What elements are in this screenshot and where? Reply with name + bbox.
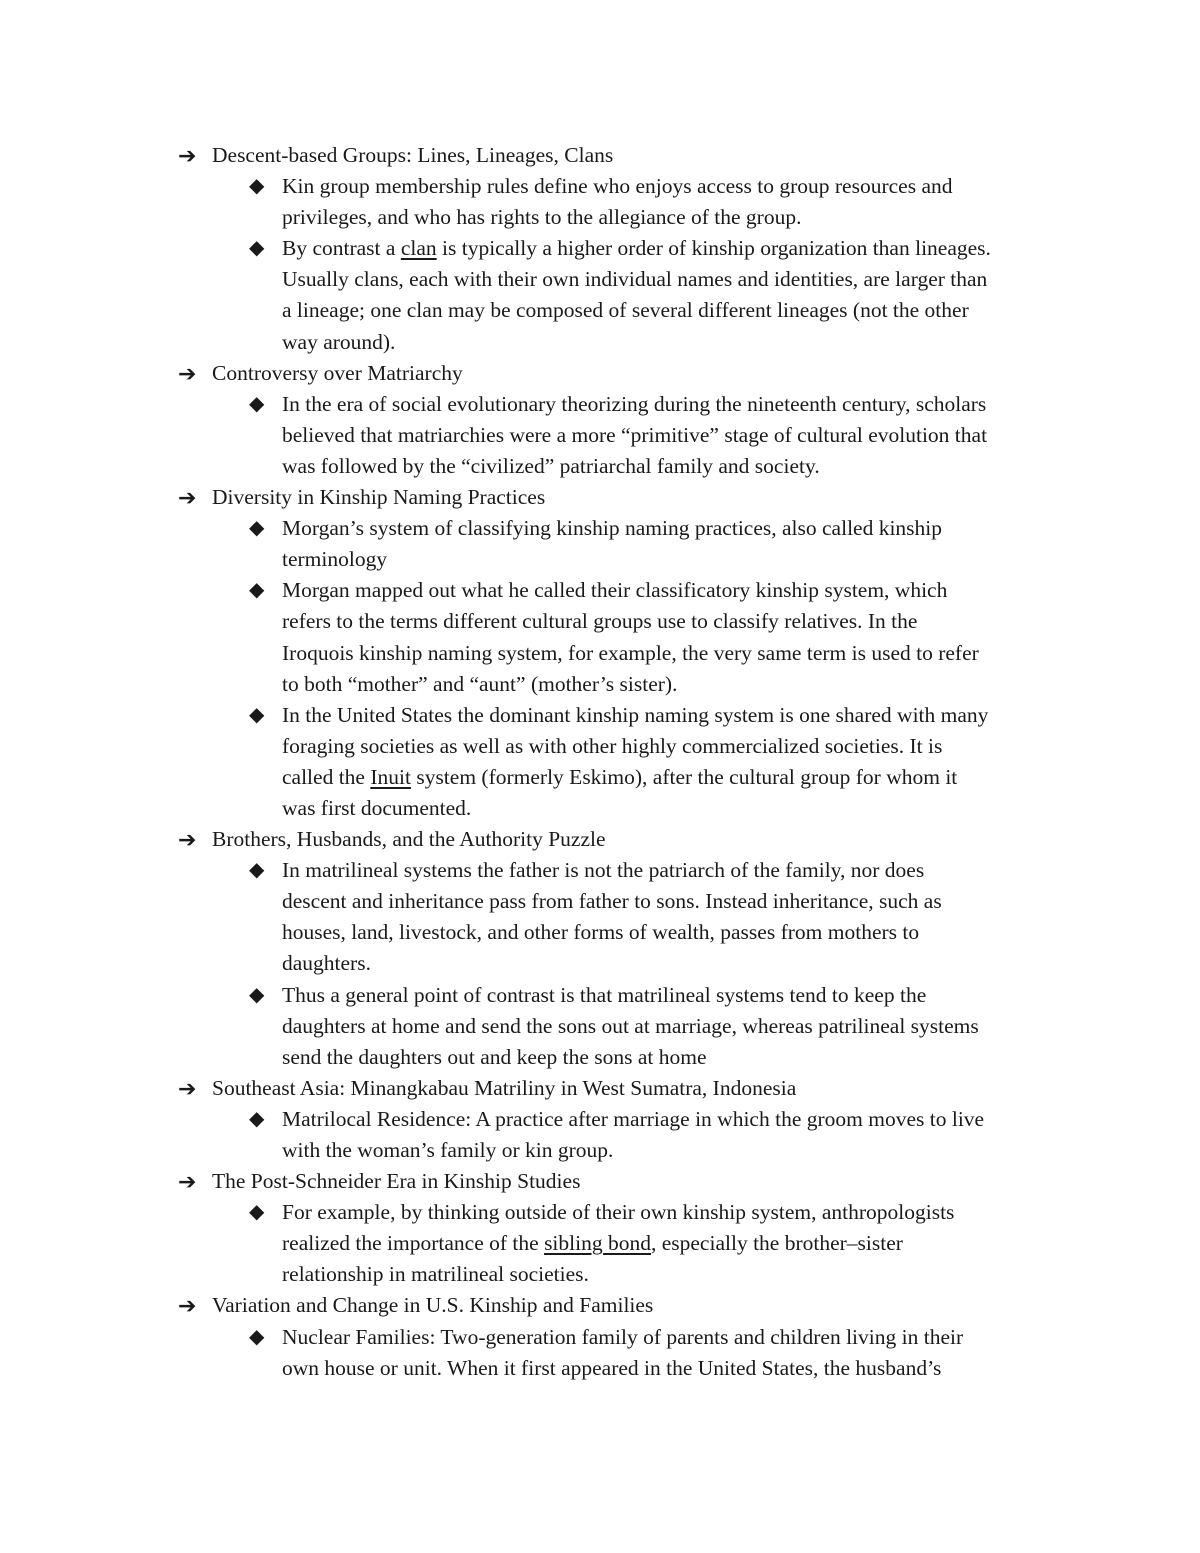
line-text — [282, 793, 471, 824]
diamond-bullet-icon: ◆ — [249, 1201, 265, 1224]
text-run: realized the importance of the — [282, 1231, 545, 1256]
text-run: called the — [282, 764, 371, 789]
text-run: Matrilocal Residence: A practice after marriage in which the groom moves to live — [282, 1106, 985, 1131]
line-text — [282, 420, 987, 451]
line-text — [282, 948, 371, 979]
text-run: Nuclear Families: Two-generation family of parents and children living in their — [282, 1324, 964, 1349]
text-run: is typically a higher order of kinship organization than lineages. — [436, 236, 991, 261]
text-run: Iroquois kinship naming system, for example, the very same term is used to refer — [282, 640, 979, 665]
text-run: , especially the brother–sister — [650, 1231, 903, 1256]
line-text — [282, 762, 957, 793]
text-run: Kin group membership rules define who enjoys access to group resources and — [282, 174, 953, 199]
outline-bullet-line — [0, 1042, 1200, 1073]
outline-bullet-line — [0, 420, 1200, 451]
outline-bullet-line — [0, 948, 1200, 979]
arrow-bullet-icon: ➔ — [178, 827, 197, 853]
outline-bullet-line — [0, 606, 1200, 637]
text-run: Usually clans, each with their own individual names and identities, are larger than — [282, 267, 988, 292]
text-run: By contrast a — [282, 236, 401, 261]
text-run: The Post-Schneider Era in Kinship Studies — [212, 1169, 581, 1194]
line-text — [282, 389, 986, 420]
line-text — [282, 980, 926, 1011]
outline-bullet-line — [0, 451, 1200, 482]
text-run: with the woman’s family or kin group. — [282, 1138, 614, 1162]
text-run: Controversy over Matriarchy — [212, 360, 463, 385]
line-text — [282, 1104, 984, 1135]
text-run: to both “mother” and “aunt” (mother’s sister). — [282, 671, 678, 696]
line-text — [282, 544, 387, 575]
arrow-bullet-icon: ➔ — [178, 1169, 197, 1195]
outline-bullet-line — [0, 544, 1200, 575]
line-text — [212, 140, 613, 171]
text-run: Morgan’s system of classifying kinship naming practices, also called kinship — [282, 516, 943, 541]
text-run: send the daughters out and keep the sons at home — [282, 1044, 707, 1069]
arrow-bullet-icon: ➔ — [178, 485, 197, 511]
diamond-bullet-icon: ◆ — [249, 703, 265, 726]
line-text — [282, 171, 953, 202]
outline-heading-line — [0, 1166, 1200, 1197]
line-text — [282, 855, 924, 886]
line-text — [212, 482, 545, 513]
outline-bullet-line — [0, 1104, 1200, 1135]
text-run: way around). — [282, 329, 396, 354]
text-run: relationship in matrilineal societies. — [282, 1262, 589, 1287]
outline-bullet-line — [0, 233, 1200, 264]
text-run: In the era of social evolutionary theorizing during the nineteenth century, scholars — [282, 391, 987, 416]
text-run: daughters. — [282, 951, 371, 976]
text-run: own house or unit. When it first appeared in the United States, the husband’s — [282, 1355, 942, 1380]
diamond-bullet-icon: ◆ — [249, 1107, 265, 1130]
outline-bullet-line — [0, 886, 1200, 917]
outline-heading-line — [0, 140, 1200, 171]
outline-bullet-line — [0, 1135, 1200, 1166]
line-text — [282, 233, 991, 264]
line-text — [282, 1322, 963, 1353]
line-text — [212, 1073, 796, 1104]
text-run: foraging societies as well as with other highly commercialized societies. It is — [282, 733, 943, 758]
document-page — [0, 140, 1200, 1384]
line-text — [282, 917, 919, 948]
outline-bullet-line — [0, 917, 1200, 948]
diamond-bullet-icon: ◆ — [249, 517, 265, 540]
line-text — [282, 264, 987, 295]
outline-bullet-line — [0, 1197, 1200, 1228]
line-text — [212, 1166, 580, 1197]
arrow-bullet-icon: ➔ — [178, 360, 197, 386]
text-run: a lineage; one clan may be composed of several different lineages (not the other — [282, 298, 969, 323]
line-text — [282, 295, 969, 326]
outline-bullet-line — [0, 327, 1200, 358]
outline-bullet-line — [0, 638, 1200, 669]
text-run: In the United States the dominant kinship naming system is one shared with many — [282, 702, 989, 727]
text-run: privileges, and who has rights to the allegiance of the group. — [282, 205, 802, 230]
line-text — [282, 606, 917, 637]
outline-bullet-line — [0, 513, 1200, 544]
text-run: Descent-based Groups: Lines, Lineages, Clans — [212, 143, 614, 167]
line-text — [282, 202, 801, 233]
outline-bullet-line — [0, 389, 1200, 420]
outline-bullet-line — [0, 1259, 1200, 1290]
line-text — [212, 358, 463, 389]
diamond-bullet-icon: ◆ — [249, 175, 265, 198]
line-text — [282, 451, 820, 482]
arrow-bullet-icon: ➔ — [178, 143, 197, 168]
text-run: daughters at home and send the sons out at marriage, whereas patrilineal systems — [282, 1013, 979, 1038]
diamond-bullet-icon: ◆ — [249, 983, 265, 1006]
text-run: believed that matriarchies were a more “primitive” stage of cultural evolution that — [282, 422, 988, 447]
text-run: houses, land, livestock, and other forms of wealth, passes from mothers to — [282, 920, 920, 945]
outline-bullet-line — [0, 1322, 1200, 1353]
outline-bullet-line — [0, 669, 1200, 700]
line-text — [212, 1290, 653, 1321]
diamond-bullet-icon: ◆ — [249, 1325, 265, 1348]
line-text — [282, 1353, 941, 1384]
line-text — [282, 327, 395, 358]
outline-bullet-line — [0, 575, 1200, 606]
diamond-bullet-icon: ◆ — [249, 579, 265, 602]
text-run: Thus a general point of contrast is that matrilineal systems tend to keep the — [282, 982, 927, 1007]
outline-bullet-line — [0, 731, 1200, 762]
text-run: descent and inheritance pass from father to sons. Instead inheritance, such as — [282, 889, 942, 914]
text-run: terminology — [282, 547, 388, 572]
text-run: Brothers, Husbands, and the Authority Puzzle — [212, 827, 606, 852]
line-text — [282, 669, 677, 700]
outline-heading-line — [0, 1073, 1200, 1104]
line-text — [282, 638, 979, 669]
text-run: In matrilineal systems the father is not the patriarch of the family, nor does — [282, 858, 925, 883]
underlined-term: clan — [400, 236, 437, 261]
line-text — [282, 886, 942, 917]
text-run: Diversity in Kinship Naming Practices — [212, 485, 546, 510]
text-run: was followed by the “civilized” patriarchal family and society. — [282, 453, 820, 478]
text-run: refers to the terms different cultural groups use to classify relatives. In the — [282, 609, 918, 634]
outline-bullet-line — [0, 1353, 1200, 1384]
outline-bullet-line — [0, 1011, 1200, 1042]
outline-bullet-line — [0, 980, 1200, 1011]
text-run: was first documented. — [282, 795, 472, 820]
outline-bullet-line — [0, 1228, 1200, 1259]
diamond-bullet-icon: ◆ — [249, 237, 265, 260]
line-text — [282, 1228, 903, 1259]
line-text — [282, 1042, 707, 1073]
outline-heading-line — [0, 824, 1200, 855]
line-text — [282, 731, 942, 762]
text-run: Variation and Change in U.S. Kinship and Families — [212, 1293, 654, 1318]
outline-bullet-line — [0, 700, 1200, 731]
outline-bullet-line — [0, 171, 1200, 202]
underlined-term: Inuit — [370, 764, 411, 789]
text-run: For example, by thinking outside of their own kinship system, anthropologists — [282, 1200, 955, 1225]
line-text — [282, 1259, 589, 1290]
underlined-term: sibling bond — [544, 1231, 651, 1256]
line-text — [282, 700, 988, 731]
outline-bullet-line — [0, 762, 1200, 793]
line-text — [212, 824, 606, 855]
arrow-bullet-icon: ➔ — [178, 1075, 197, 1101]
text-run: Morgan mapped out what he called their classificatory kinship system, which — [282, 578, 948, 603]
arrow-bullet-icon: ➔ — [178, 1293, 197, 1319]
outline-heading-line — [0, 1290, 1200, 1321]
outline-bullet-line — [0, 264, 1200, 295]
outline-bullet-line — [0, 855, 1200, 886]
line-text — [282, 1197, 954, 1228]
outline-bullet-line — [0, 793, 1200, 824]
diamond-bullet-icon: ◆ — [249, 859, 265, 882]
line-text — [282, 1011, 979, 1042]
outline-heading-line — [0, 358, 1200, 389]
text-run: system (formerly Eskimo), after the cultural group for whom it — [410, 764, 958, 789]
line-text — [282, 513, 942, 544]
outline-heading-line — [0, 482, 1200, 513]
outline-bullet-line — [0, 295, 1200, 326]
line-text — [282, 575, 947, 606]
diamond-bullet-icon: ◆ — [249, 392, 265, 415]
text-run: Southeast Asia: Minangkabau Matriliny in West Sumatra, Indonesia — [212, 1075, 797, 1100]
line-text — [282, 1135, 613, 1166]
outline-bullet-line — [0, 202, 1200, 233]
